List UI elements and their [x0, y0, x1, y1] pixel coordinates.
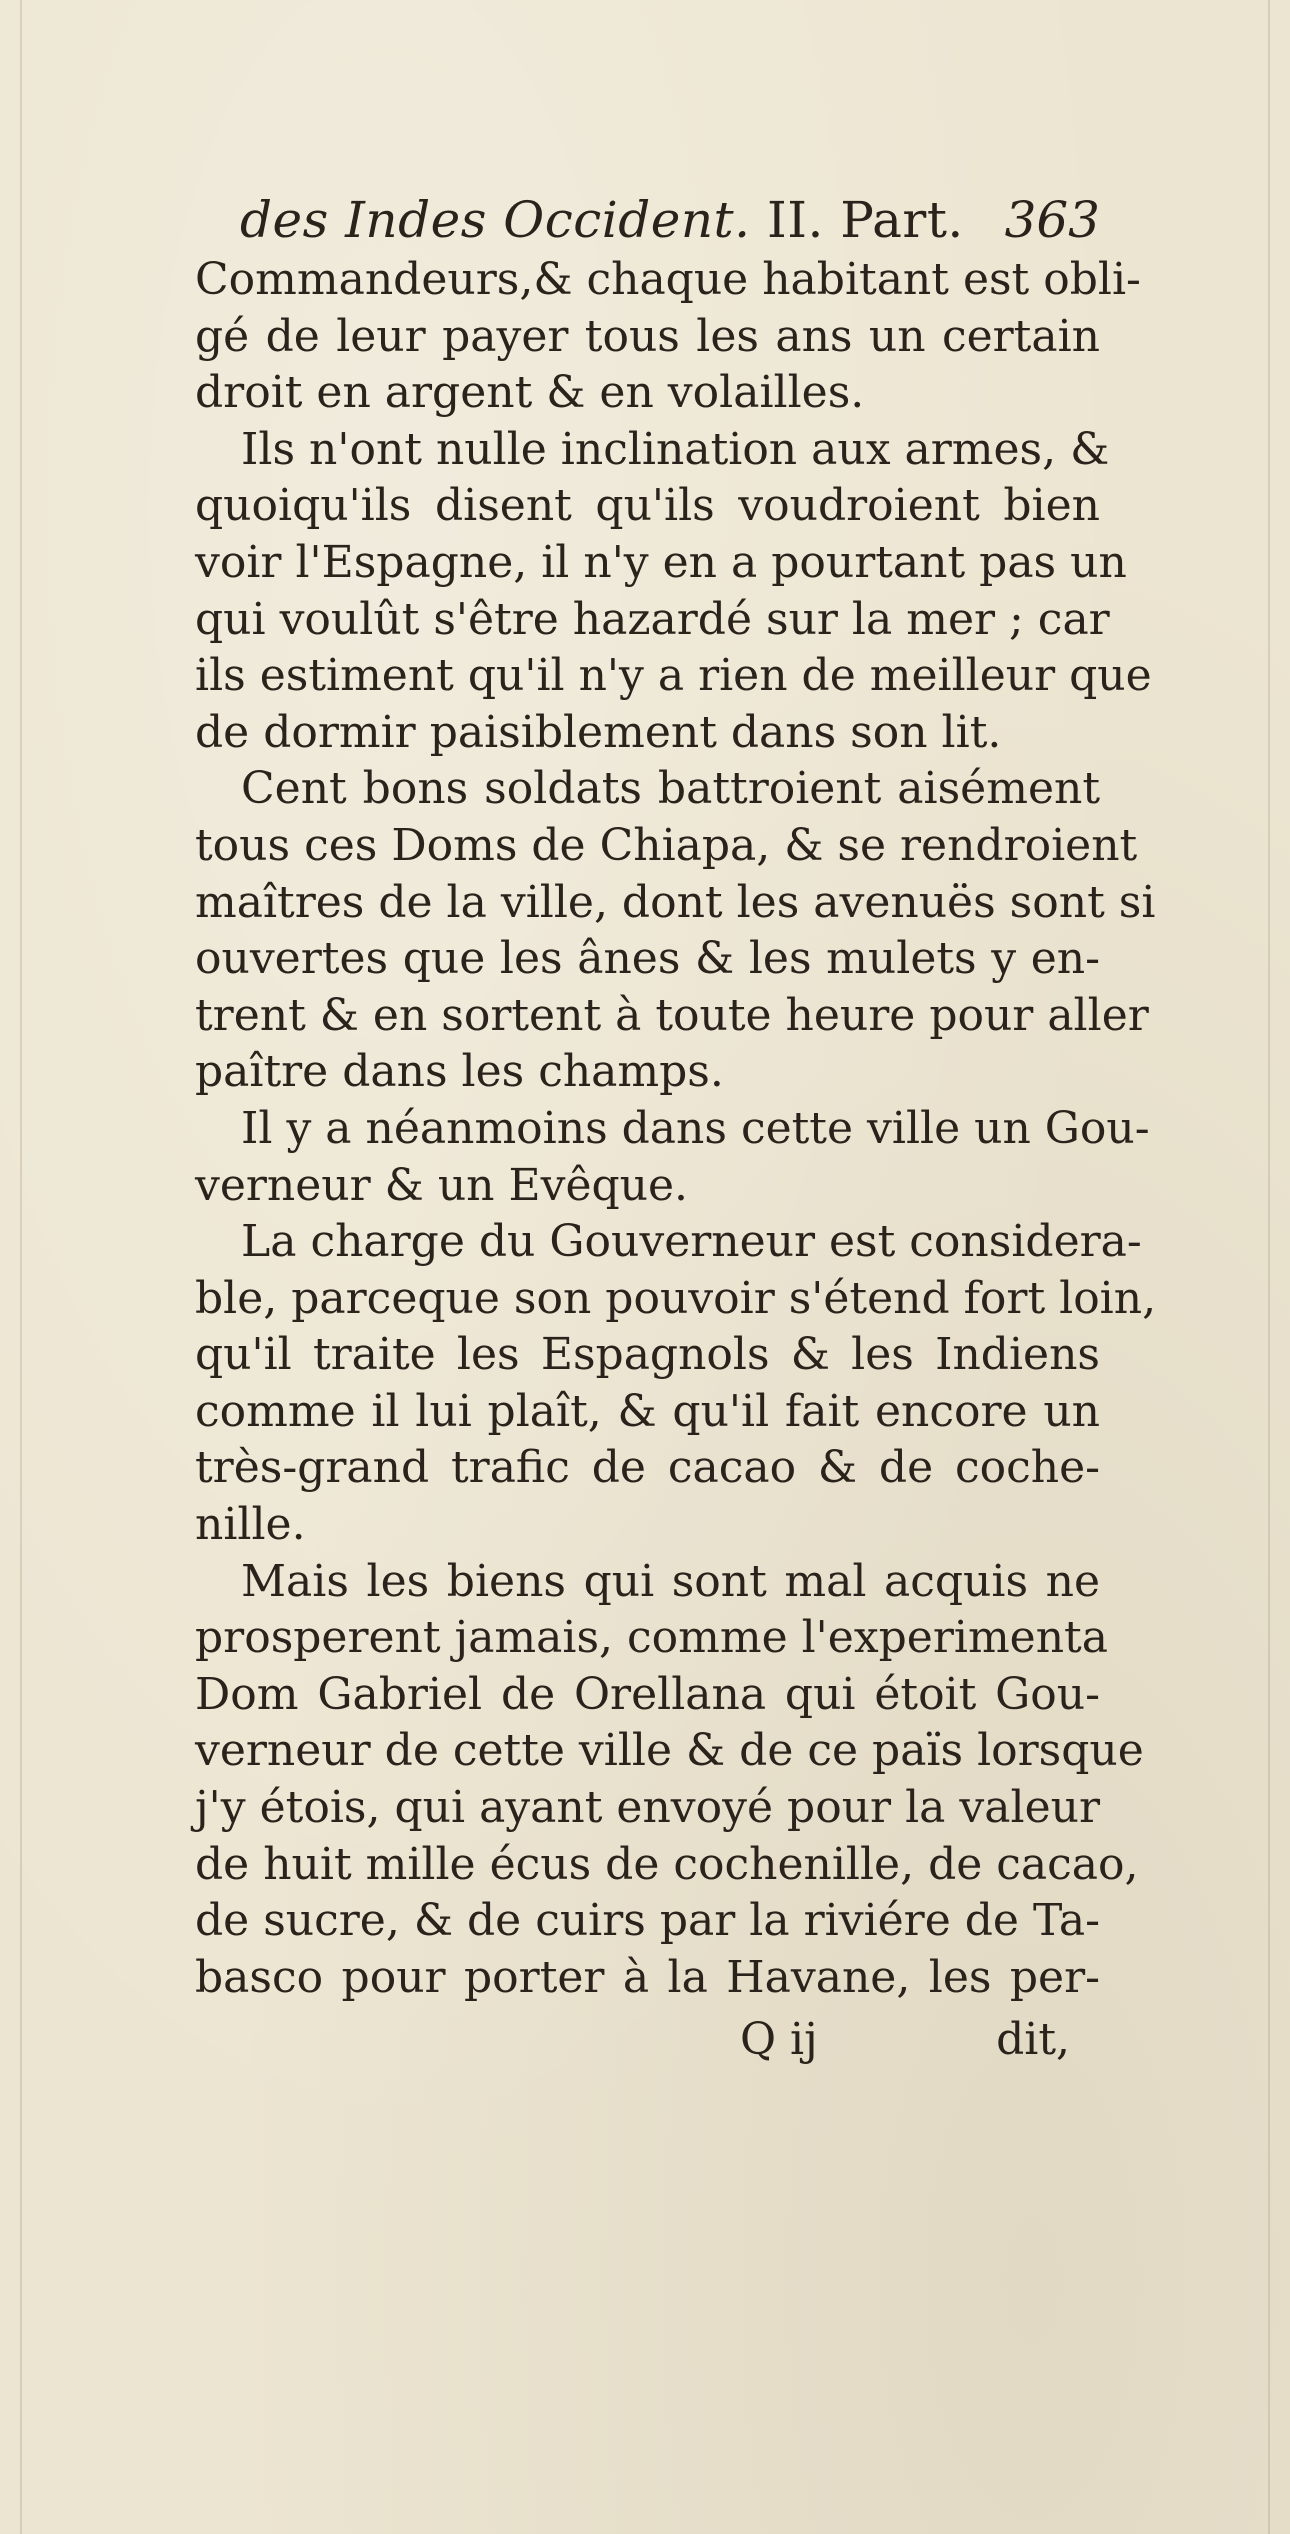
catchword: dit,	[996, 2014, 1070, 2065]
text-line: nille.	[195, 1499, 306, 1551]
text-line: ouvertes que les ânes & les mulets y en-	[195, 933, 1100, 985]
text-line: j'y étois, qui ayant envoyé pour la valeur	[195, 1782, 1100, 1834]
text-line: gé de leur payer tous les ans un certain	[195, 310, 1100, 362]
text-line: ils estiment qu'il n'y a rien de meilleur que	[195, 650, 1152, 702]
text-line: quoiqu'ils disent qu'ils voudroient bien	[195, 480, 1100, 532]
text-line: très-grand trafic de cacao & de coche-	[195, 1442, 1100, 1494]
page-footer	[740, 2005, 1070, 2075]
running-title: des Indes Occident. II. Part.	[240, 191, 964, 249]
part-label: II. Part.	[766, 191, 964, 249]
paragraph-start-line: Mais les biens qui sont mal acquis ne	[241, 1555, 1100, 1607]
text-line: Dom Gabriel de Orellana qui étoit Gou-	[195, 1668, 1100, 1720]
text-line: droit en argent & en volailles.	[195, 367, 865, 419]
text-line: qui voulût s'être hazardé sur la mer ; car	[195, 593, 1110, 645]
text-line: tous ces Doms de Chiapa, & se rendroient	[195, 819, 1138, 871]
page-fold-right	[1268, 0, 1270, 2534]
page-number: 363	[1004, 191, 1100, 249]
paragraph-start-line: Cent bons soldats battroient aisément	[241, 763, 1100, 815]
paragraph-start-line: La charge du Gouverneur est considera-	[241, 1216, 1142, 1268]
text-line: prosperent jamais, comme l'experimenta	[195, 1612, 1108, 1664]
text-line: verneur & un Evêque.	[195, 1159, 689, 1211]
text-line: paître dans les champs.	[195, 1046, 724, 1098]
text-line: maîtres de la ville, dont les avenuës sont si	[195, 876, 1156, 928]
text-line: voir l'Espagne, il n'y en a pourtant pas un	[195, 536, 1127, 588]
text-line: trent & en sortent à toute heure pour aller	[195, 989, 1149, 1041]
text-line: verneur de cette ville & de ce païs lorsque	[195, 1725, 1144, 1777]
body-text	[195, 252, 1157, 2006]
text-line: Commandeurs,& chaque habitant est obli-	[195, 254, 1141, 305]
text-line: de dormir paisiblement dans son lit.	[195, 706, 1002, 758]
page-fold-left	[20, 0, 22, 2534]
text-line: de sucre, & de cuirs par la riviére de Ta-	[195, 1895, 1100, 1947]
text-line: ble, parceque son pouvoir s'étend fort loin,	[195, 1272, 1157, 1324]
paragraph-start-line: Il y a néanmoins dans cette ville un Gou-	[241, 1102, 1150, 1154]
text-line: qu'il traite les Espagnols & les Indiens	[195, 1329, 1100, 1381]
page-header	[240, 185, 1100, 255]
paragraph-start-line: Ils n'ont nulle inclination aux armes, &	[241, 423, 1110, 475]
text-line: basco pour porter à la Havane, les per-	[195, 1951, 1100, 2003]
text-line: de huit mille écus de cochenille, de cacao,	[195, 1838, 1139, 1890]
signature-mark: Q ij	[740, 2014, 818, 2065]
text-line: comme il lui plaît, & qu'il fait encore un	[195, 1385, 1100, 1437]
